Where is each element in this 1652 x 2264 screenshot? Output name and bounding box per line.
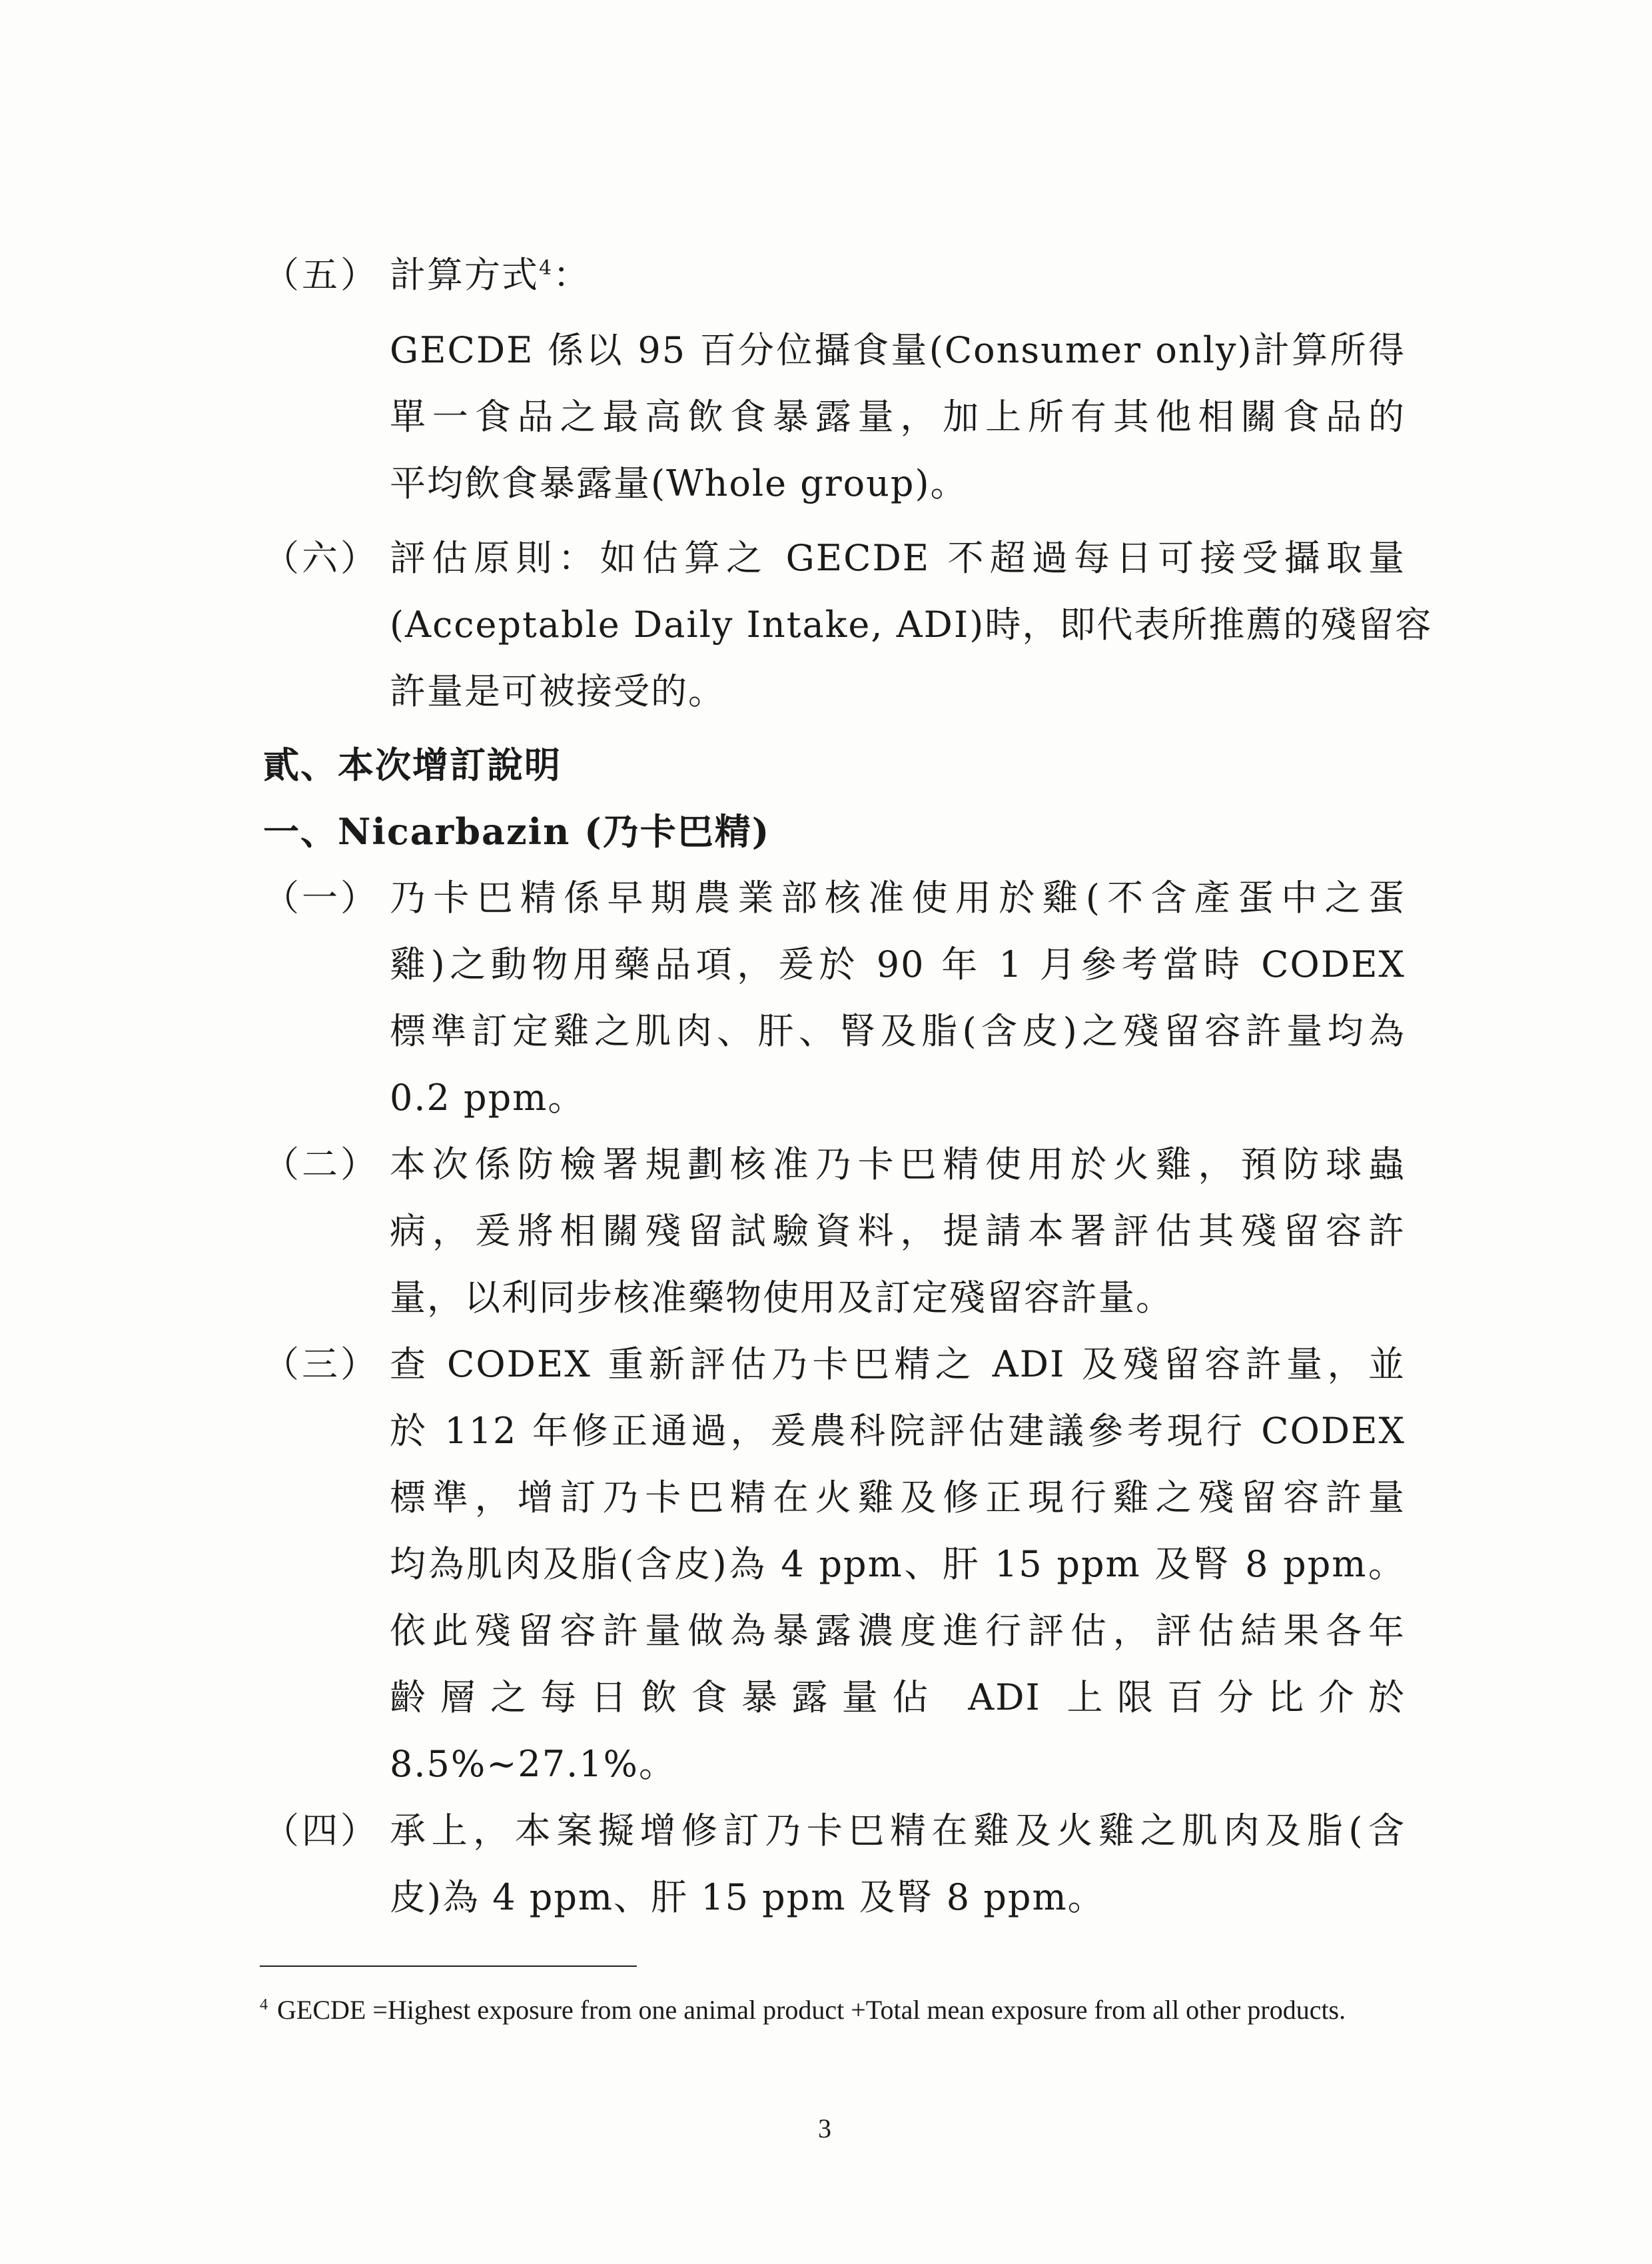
paragraph-line: 雞)之動物用藥品項，爰於 90 年 1 月參考當時 CODEX [390,943,1406,985]
subsection-heading: 一、Nicarbazin (乃卡巴精) [263,810,771,853]
paragraph-line: 承上，本案擬增修訂乃卡巴精在雞及火雞之肌肉及脂(含 [390,1810,1406,1852]
paragraph-line: 本次係防檢署規劃核准乃卡巴精使用於火雞，預防球蟲 [390,1143,1406,1185]
footnote-reference[interactable]: 4 [539,257,554,280]
item-marker: （四） [263,1810,379,1852]
paragraph-line: 標準訂定雞之肌肉、肝、腎及脂(含皮)之殘留容許量均為 [390,1010,1406,1052]
footnote-text: GECDE =Highest exposure from one animal product +Total mean exposure from all other products. [277,1995,1346,2025]
paragraph-line: 平均飲食暴露量(Whole group)。 [390,462,968,504]
paragraph-line: 病，爰將相關殘留試驗資料，提請本署評估其殘留容許 [390,1210,1406,1252]
item-marker: （六） [263,537,379,579]
paragraph-line: GECDE 係以 95 百分位攝食量(Consumer only)計算所得 [390,329,1406,371]
paragraph-line: 依此殘留容許量做為暴露濃度進行評估，評估結果各年 [390,1610,1406,1652]
item-title-text: 計算方式 [390,254,539,296]
footnote-mark: 4 [260,1995,268,2013]
paragraph-line: 於 112 年修正通過，爰農科院評估建議參考現行 CODEX [390,1410,1406,1452]
paragraph-line: 許量是可被接受的。 [390,670,725,712]
paragraph-line: (Acceptable Daily Intake, ADI)時，即代表所推薦的殘留容 [390,604,1433,646]
item-marker: （三） [263,1343,379,1385]
paragraph-line: 評估原則：如估算之 GECDE 不超過每日可接受攝取量 [390,537,1406,579]
item-title [390,243,590,307]
item-marker: （五） [263,254,379,296]
item-marker: （一） [263,877,379,919]
paragraph-line: 標準，增訂乃卡巴精在火雞及修正現行雞之殘留容許量 [390,1476,1406,1518]
paragraph-line: 均為肌肉及脂(含皮)為 4 ppm、肝 15 ppm 及腎 8 ppm。 [390,1543,1406,1585]
paragraph-line: 8.5%~27.1%。 [390,1743,676,1785]
paragraph-line: 乃卡巴精係早期農業部核准使用於雞(不含產蛋中之蛋 [390,877,1406,919]
paragraph-line: 齡層之每日飲食暴露量佔 ADI 上限百分比介於 [390,1676,1406,1718]
footnote-divider [260,1966,637,1967]
item-marker: （二） [263,1143,379,1185]
page-number: 3 [818,2113,831,2143]
footnote [260,1992,1359,2028]
paragraph-line: 單一食品之最高飲食暴露量，加上所有其他相關食品的 [390,396,1406,438]
section-heading: 貳、本次增訂說明 [263,744,562,786]
paragraph-line: 查 CODEX 重新評估乃卡巴精之 ADI 及殘留容許量，並 [390,1343,1406,1385]
paragraph-line: 0.2 ppm。 [390,1077,586,1119]
paragraph-line: 皮)為 4 ppm、肝 15 ppm 及腎 8 ppm。 [390,1876,1105,1918]
item-title-suffix: ： [553,254,591,296]
paragraph-line: 量，以利同步核准藥物使用及訂定殘留容許量。 [390,1277,1173,1319]
